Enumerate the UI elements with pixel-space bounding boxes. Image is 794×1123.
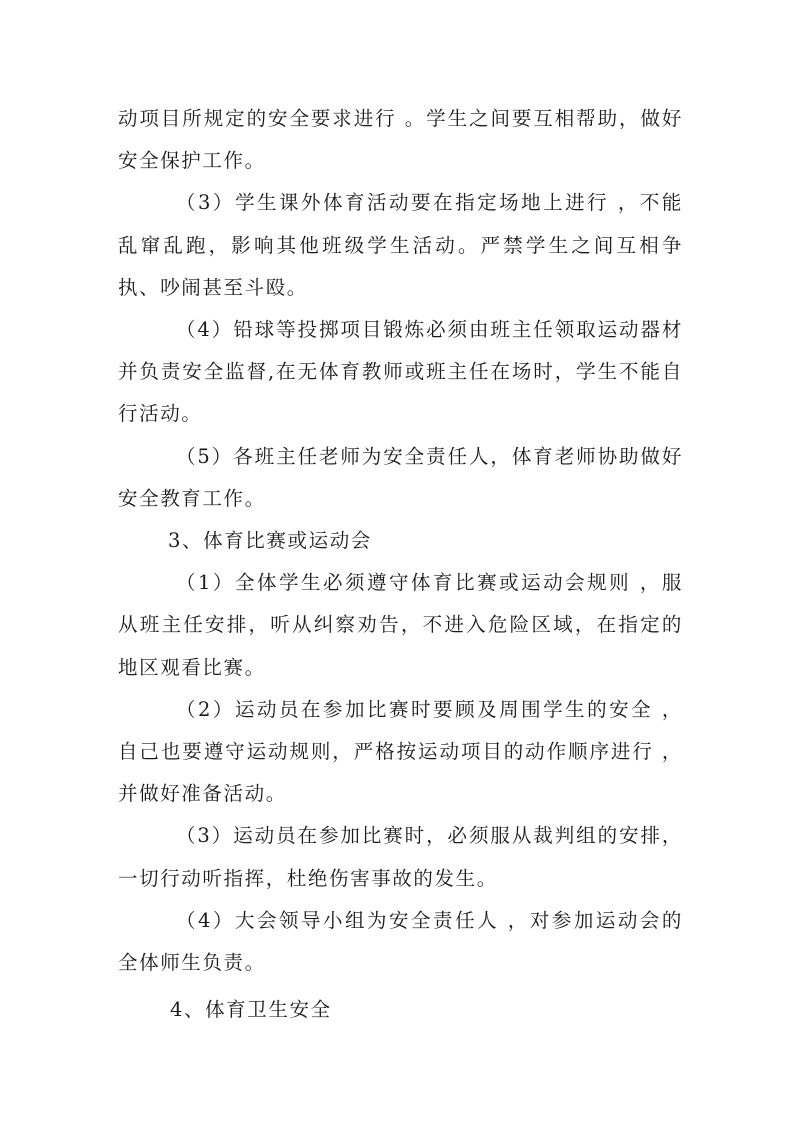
paragraph-item-3-outdoor-activity: （3）学生课外体育活动要在指定场地上进行 ，不能乱窜乱跑，影响其他班级学生活动。严禁学生之间互相争执、吵闹甚至斗殴。	[118, 191, 683, 299]
paragraph-competition-item-2: （2）运动员在参加比赛时要顾及周围学生的安全 ，自己也要遵守运动规则，严格按运动项目的动作顺序进行 ，并做好准备活动。	[118, 697, 683, 806]
document-body	[118, 98, 683, 1031]
paragraph-competition-item-3: （3）运动员在参加比赛时，必须服从裁判组的安排，一切行动听指挥，杜绝伤害事故的发生。	[118, 824, 683, 890]
paragraph-competition-item-1: （1）全体学生必须遵守体育比赛或运动会规则 ，服从班主任安排，听从纠察劝告，不进入危险区域，在指定的地区观看比赛。	[118, 571, 683, 679]
paragraph-competition-item-4: （4）大会领导小组为安全责任人 ，对参加运动会的全体师生负责。	[118, 908, 683, 975]
paragraph-continuation: 动项目所规定的安全要求进行 。学生之间要互相帮助，做好安全保护工作。	[118, 107, 683, 173]
paragraph-item-4-throwing: （4）铅球等投掷项目锻炼必须由班主任领取运动器材并负责安全监督,在无体育教师或班主任在场时，学生不能自行活动。	[118, 318, 683, 426]
paragraph-item-5-responsibility: （5）各班主任老师为安全责任人，体育老师协助做好安全教育工作。	[118, 444, 683, 510]
section-heading-hygiene: 4、体育卫生安全	[170, 998, 332, 1022]
section-heading-competition: 3、体育比赛或运动会	[168, 529, 372, 553]
